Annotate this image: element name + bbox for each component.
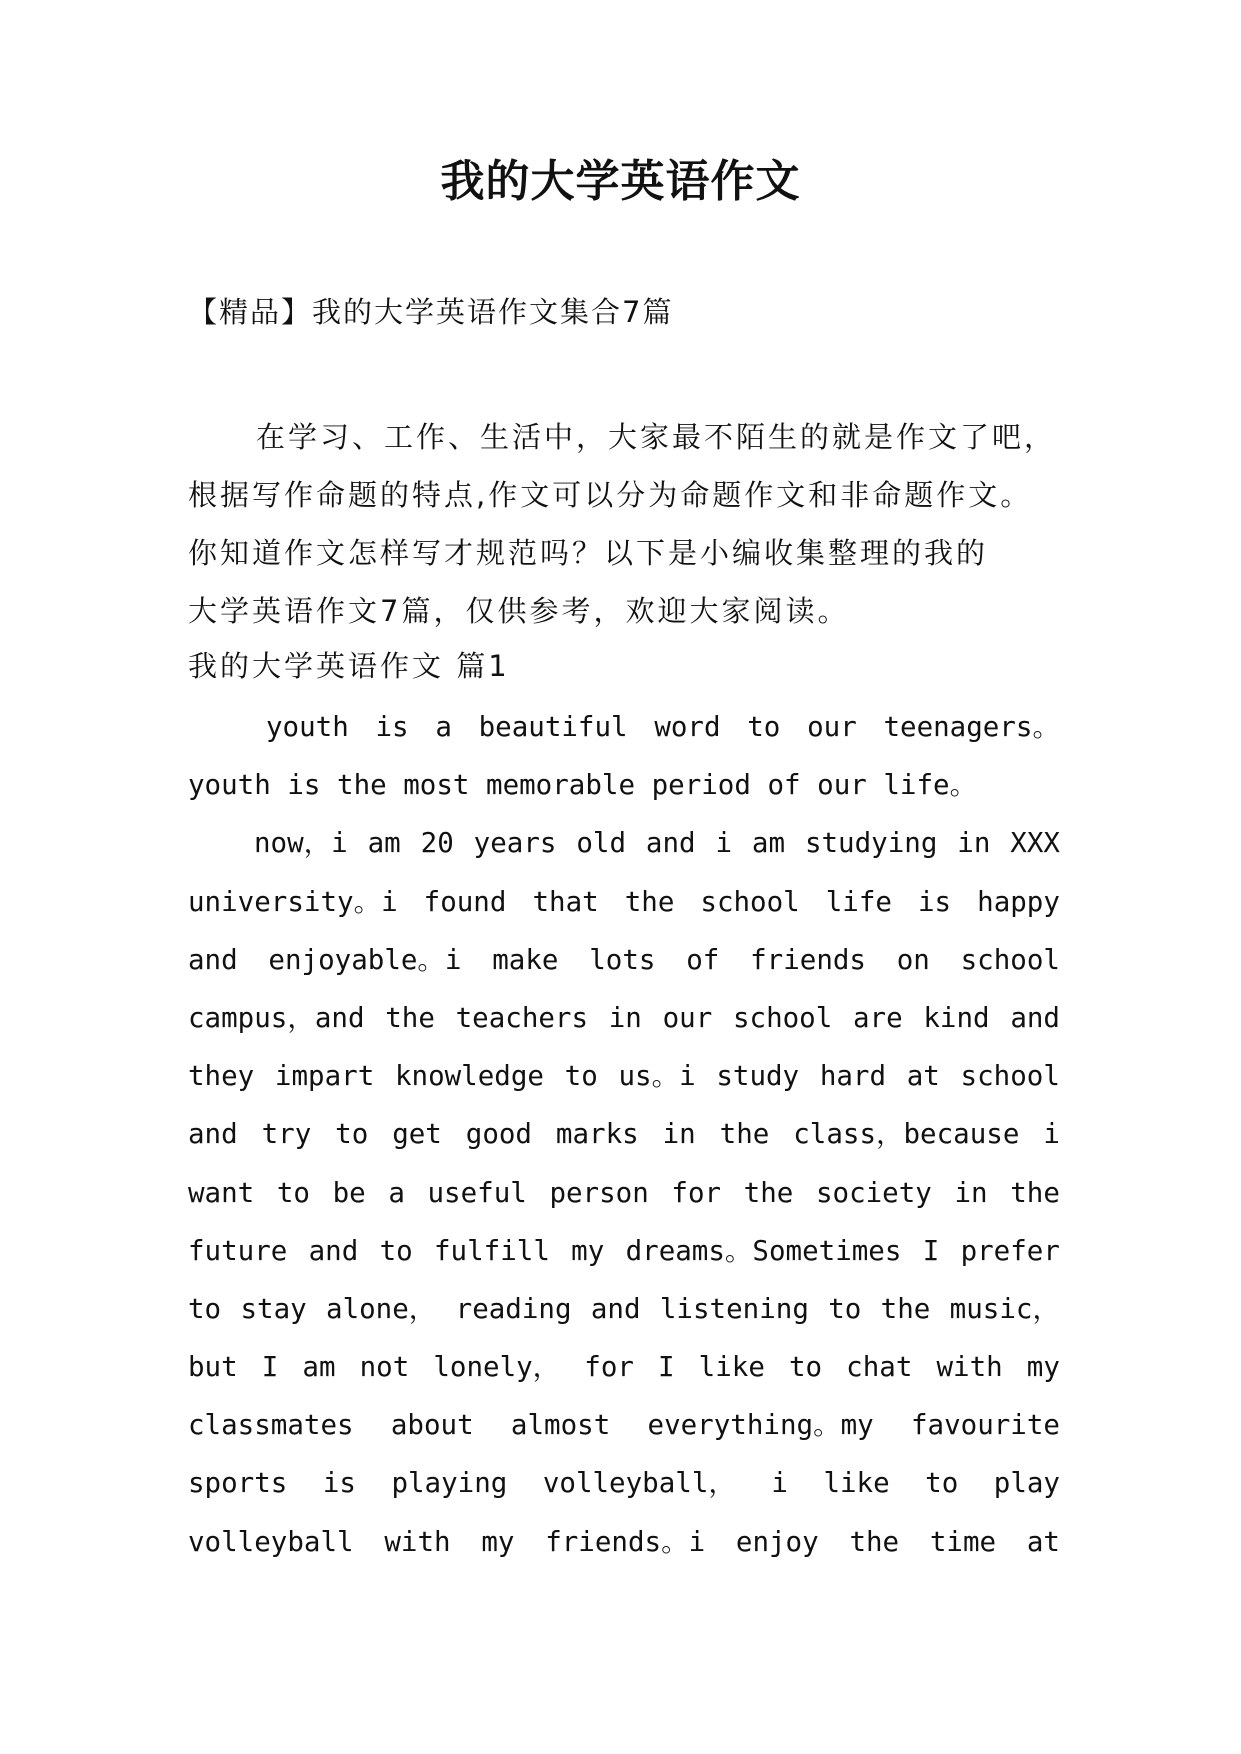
essay-word: are — [853, 1001, 903, 1034]
essay-word: to — [276, 1176, 310, 1209]
essay-word: university。i — [188, 885, 398, 918]
essay-word: the — [719, 1118, 770, 1151]
essay-word: our — [807, 711, 857, 743]
essay-word: at — [906, 1060, 940, 1093]
essay-word: i — [715, 827, 733, 860]
essay-word: music， — [949, 1292, 1060, 1325]
essay-word: and — [188, 943, 238, 976]
essay-word: the — [880, 1292, 931, 1325]
essay-word: time — [929, 1525, 997, 1558]
essay-word: and — [645, 827, 696, 860]
essay-word: good — [465, 1118, 532, 1151]
essay-word: impart — [274, 1060, 375, 1093]
essay-word: life — [825, 885, 892, 918]
essay-word: to — [379, 1234, 413, 1267]
essay-word: school — [700, 885, 800, 918]
essay-word: playing — [391, 1467, 508, 1500]
section-heading: 我的大学英语作文 篇1 — [188, 649, 510, 683]
essay-word: favourite — [910, 1409, 1060, 1442]
essay-word: like — [823, 1467, 890, 1500]
document-subtitle: 【精品】我的大学英语作文集合7篇 — [188, 295, 674, 329]
essay-line — [188, 1280, 1060, 1338]
essay-word: beautiful — [478, 711, 628, 743]
essay-word: the — [849, 1525, 900, 1558]
essay-word: dreams。Sometimes — [625, 1234, 902, 1267]
essay-word: school — [732, 1001, 833, 1034]
essay-word: try — [261, 1118, 312, 1151]
essay-word: class，because — [793, 1118, 1020, 1151]
essay-word: now，i — [254, 827, 348, 860]
essay-word: kind — [923, 1001, 990, 1034]
essay-word: on — [896, 943, 930, 976]
essay-word: useful — [427, 1176, 527, 1209]
essay-word: stay — [240, 1292, 307, 1325]
essay-word: found — [423, 885, 507, 918]
essay-word: classmates — [188, 1409, 354, 1442]
essay-word: i — [1043, 1118, 1060, 1151]
essay-word: I — [658, 1351, 675, 1384]
intro-line: 在学习、工作、生活中，大家最不陌生的就是作文了吧， — [256, 420, 1057, 454]
essay-word: with — [936, 1351, 1003, 1384]
essay-word: am — [367, 827, 401, 860]
intro-line: 大学英语作文7篇，仅供参考，欢迎大家阅读。 — [188, 594, 850, 628]
essay-word: sports — [188, 1467, 288, 1500]
essay-line: youth is the most memorable period of our life。 — [188, 769, 978, 802]
essay-word: almost — [510, 1409, 611, 1442]
essay-word: a — [435, 711, 452, 743]
essay-word: school — [960, 943, 1060, 976]
essay-word: lonely， — [433, 1351, 561, 1384]
essay-line — [188, 1047, 1060, 1105]
essay-word: 20 — [420, 827, 454, 860]
essay-word: the — [743, 1176, 794, 1209]
essay-word: for — [584, 1351, 634, 1384]
essay-word: am — [302, 1351, 336, 1384]
essay-word: studying — [804, 827, 938, 860]
essay-word: the — [624, 885, 675, 918]
essay-word: volleyball， — [542, 1467, 736, 1500]
intro-line: 根据写作命题的特点,作文可以分为命题作文和非命题作文。 — [188, 478, 1033, 512]
essay-line — [188, 1338, 1060, 1396]
essay-word: friends — [750, 943, 866, 976]
essay-word: get — [392, 1118, 442, 1151]
essay-word: prefer — [960, 1234, 1060, 1267]
essay-word: not — [359, 1351, 410, 1384]
essay-line — [188, 1105, 1060, 1163]
essay-word: campus，and — [188, 1001, 365, 1034]
essay-line — [188, 1164, 1060, 1222]
essay-word: everything。my — [647, 1409, 874, 1442]
essay-word: be — [332, 1176, 366, 1209]
essay-word: happy — [977, 885, 1060, 918]
essay-word: lots — [589, 943, 656, 976]
essay-word: to — [925, 1467, 959, 1500]
essay-word: i — [771, 1467, 788, 1500]
essay-word: listening — [659, 1292, 809, 1325]
essay-word: with — [384, 1525, 451, 1558]
essay-word: in — [608, 1001, 642, 1034]
essay-word: my — [1026, 1351, 1060, 1384]
essay-word: my — [571, 1234, 605, 1267]
essay-word: of — [686, 943, 720, 976]
essay-body — [188, 698, 1060, 1571]
essay-word: school — [960, 1060, 1060, 1093]
essay-word: word — [654, 711, 721, 743]
essay-word: to — [188, 1292, 222, 1325]
essay-word: youth — [266, 711, 349, 743]
essay-word: the — [1010, 1176, 1060, 1209]
essay-word: to — [747, 711, 781, 743]
essay-word: to — [828, 1292, 862, 1325]
essay-word: knowledge — [394, 1060, 544, 1093]
essay-word: is — [918, 885, 952, 918]
essay-word: I — [922, 1234, 940, 1267]
essay-word: to — [335, 1118, 369, 1151]
essay-word: play — [993, 1467, 1060, 1500]
essay-word: I — [261, 1351, 279, 1384]
essay-word: our — [662, 1001, 713, 1034]
essay-word: to — [788, 1351, 823, 1384]
essay-word: to — [564, 1060, 598, 1093]
essay-line — [188, 1222, 1060, 1280]
essay-word: in — [957, 827, 991, 860]
essay-word: is — [322, 1467, 356, 1500]
essay-word: alone， — [326, 1292, 437, 1325]
essay-line — [188, 1454, 1060, 1512]
essay-line — [188, 814, 1060, 872]
essay-word: a — [388, 1176, 405, 1209]
essay-word: for — [671, 1176, 722, 1209]
essay-word: teenagers。 — [883, 711, 1060, 743]
essay-line — [188, 698, 1060, 756]
essay-word: that — [532, 885, 599, 918]
essay-line — [188, 931, 1060, 989]
essay-word: they — [188, 1060, 255, 1093]
essay-line — [188, 1396, 1060, 1454]
essay-word: volleyball — [188, 1525, 354, 1558]
essay-word: and — [1010, 1001, 1060, 1034]
essay-word: want — [188, 1176, 255, 1209]
essay-word: fulfill — [433, 1234, 550, 1267]
essay-word: person — [549, 1176, 649, 1209]
essay-word: my — [481, 1525, 515, 1558]
essay-word: is — [375, 711, 409, 743]
essay-word: and — [590, 1292, 641, 1325]
essay-word: enjoy — [735, 1525, 819, 1558]
intro-paragraph — [188, 408, 1058, 692]
essay-word: about — [390, 1409, 474, 1442]
essay-word: reading — [455, 1292, 572, 1325]
essay-word: in — [954, 1176, 988, 1209]
essay-word: friends。i — [545, 1525, 706, 1558]
essay-line — [188, 873, 1060, 931]
essay-word: XXX — [1010, 827, 1060, 860]
essay-word: in — [662, 1118, 696, 1151]
essay-word: marks — [555, 1118, 639, 1151]
essay-word: years — [473, 827, 557, 860]
essay-word: enjoyable。i — [268, 943, 462, 976]
essay-word: old — [576, 827, 627, 860]
essay-word: make — [492, 943, 559, 976]
essay-word: future — [188, 1234, 288, 1267]
essay-word: the — [385, 1001, 435, 1034]
essay-word: and — [188, 1118, 238, 1151]
essay-word: study — [716, 1060, 800, 1093]
essay-word: teachers — [455, 1001, 589, 1034]
essay-word: us。i — [618, 1060, 696, 1093]
intro-line: 你知道作文怎样写才规范吗？以下是小编收集整理的我的 — [188, 536, 989, 570]
essay-word: hard — [819, 1060, 887, 1093]
essay-line — [188, 989, 1060, 1047]
document-title: 我的大学英语作文 — [440, 156, 801, 207]
essay-word: at — [1026, 1525, 1060, 1558]
essay-word: chat — [846, 1351, 913, 1384]
essay-word: society — [815, 1176, 932, 1209]
essay-word: and — [308, 1234, 359, 1267]
essay-line — [188, 1513, 1060, 1571]
essay-word: but — [188, 1351, 238, 1384]
essay-word: like — [698, 1351, 765, 1384]
essay-word: am — [751, 827, 786, 860]
